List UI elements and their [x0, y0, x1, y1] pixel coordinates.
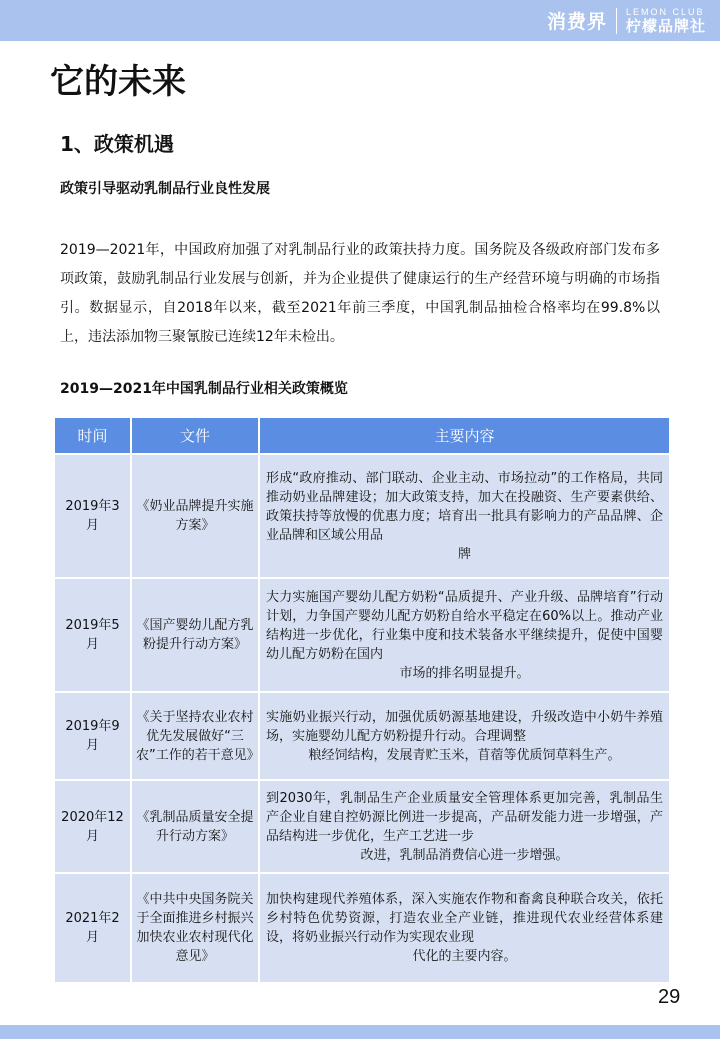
table-caption: 2019—2021年中国乳制品行业相关政策概览	[60, 381, 348, 397]
table-row	[54, 454, 670, 578]
time-cell: 2021年2月	[54, 873, 131, 983]
document-cell: 《中共中央国务院关于全面推进乡村振兴加快农业农村现代化意见》	[131, 873, 259, 983]
document-cell: 《国产婴幼儿配方乳粉提升行动方案》	[131, 578, 259, 692]
time-cell: 2020年12月	[54, 780, 131, 873]
time-cell: 2019年5月	[54, 578, 131, 692]
body-paragraph: 2019—2021年，中国政府加强了对乳制品行业的政策扶持力度。国务院及各级政府部门发布多项政策，鼓励乳制品行业发展与创新，并为企业提供了健康运行的生产经营环境与明确的市场指引。数据显示，自2018年以来，截至2021年前三季度，中国乳制品抽检合格率均在99.8%以上，违法添加物三聚氰胺已连续12年未检出。	[60, 242, 660, 345]
table-row	[54, 578, 670, 692]
content-text: 形成“政府推动、部门联动、企业主动、市场拉动”的工作格局，共同推动奶业品牌建设；加大政策支持，加大在投融资、生产要素供给、政策扶持等放慢的优惠力度；培育出一批具有影响力的产品品牌、企业品牌和区域公用品	[266, 470, 663, 543]
document-cell: 《关于坚持农业农村优先发展做好“三农”工作的若干意见》	[131, 692, 259, 780]
document-cell: 《奶业品牌提升实施方案》	[131, 454, 259, 578]
table-row	[54, 873, 670, 983]
logo-main-text: 消费界	[546, 11, 607, 33]
page-number: 29	[658, 986, 681, 1008]
content-text-last-line: 牌	[457, 546, 471, 562]
column-header-time: 时间	[54, 417, 131, 454]
subheading: 政策引导驱动乳制品行业良性发展	[60, 181, 270, 197]
content-text: 到2030年，乳制品生产企业质量安全管理体系更加完善，乳制品生产企业自建自控奶源比例进一步提高，产品研发能力进一步增强，产品结构进一步优化，生产工艺进一步	[266, 790, 663, 844]
content-cell	[259, 780, 670, 873]
content-cell	[259, 873, 670, 983]
table-row	[54, 780, 670, 873]
logo-english-text: LEMON CLUB	[625, 6, 705, 17]
brand-logo	[547, 4, 706, 37]
content-text-last-line: 粮经饲结构，发展青贮玉米，苜蓿等优质饲草料生产。	[308, 747, 621, 763]
logo-chinese-text: 柠檬品牌社	[625, 16, 706, 35]
content-cell	[259, 454, 670, 578]
section-title: 1、政策机遇	[60, 132, 174, 156]
column-header-content: 主要内容	[259, 417, 670, 454]
content-text-last-line: 市场的排名明显提升。	[399, 665, 530, 681]
table-header-row	[54, 417, 670, 454]
time-cell: 2019年3月	[54, 454, 131, 578]
page-title: 它的未来	[50, 62, 186, 102]
content-text: 加快构建现代养殖体系，深入实施农作物和畜禽良种联合攻关，依托乡村特色优势资源，打造农业全产业链，推进现代农业经营体系建设，将奶业振兴行动作为实现农业现	[266, 892, 663, 945]
content-text-last-line: 改进，乳制品消费信心进一步增强。	[360, 847, 569, 863]
logo-secondary	[626, 8, 706, 34]
footer-band	[0, 1025, 720, 1039]
content-text-last-line: 代化的主要内容。	[412, 949, 517, 964]
content-text: 大力实施国产婴幼儿配方奶粉“品质提升、产业升级、品牌培育”行动计划，力争国产婴幼儿配方奶粉自给水平稳定在60%以上。推动产业结构进一步优化，行业集中度和技术装备水平继续提升，促使中国婴幼儿配方奶粉在国内	[266, 589, 663, 662]
logo-divider	[616, 8, 617, 34]
table-row	[54, 692, 670, 780]
content-cell	[259, 578, 670, 692]
content-text: 实施奶业振兴行动，加强优质奶源基地建设，升级改造中小奶牛养殖场，实施婴幼儿配方奶粉提升行动。合理调整	[266, 709, 663, 744]
content-cell	[259, 692, 670, 780]
column-header-document: 文件	[131, 417, 259, 454]
policy-table	[53, 416, 671, 984]
time-cell: 2019年9月	[54, 692, 131, 780]
document-cell: 《乳制品质量安全提升行动方案》	[131, 780, 259, 873]
